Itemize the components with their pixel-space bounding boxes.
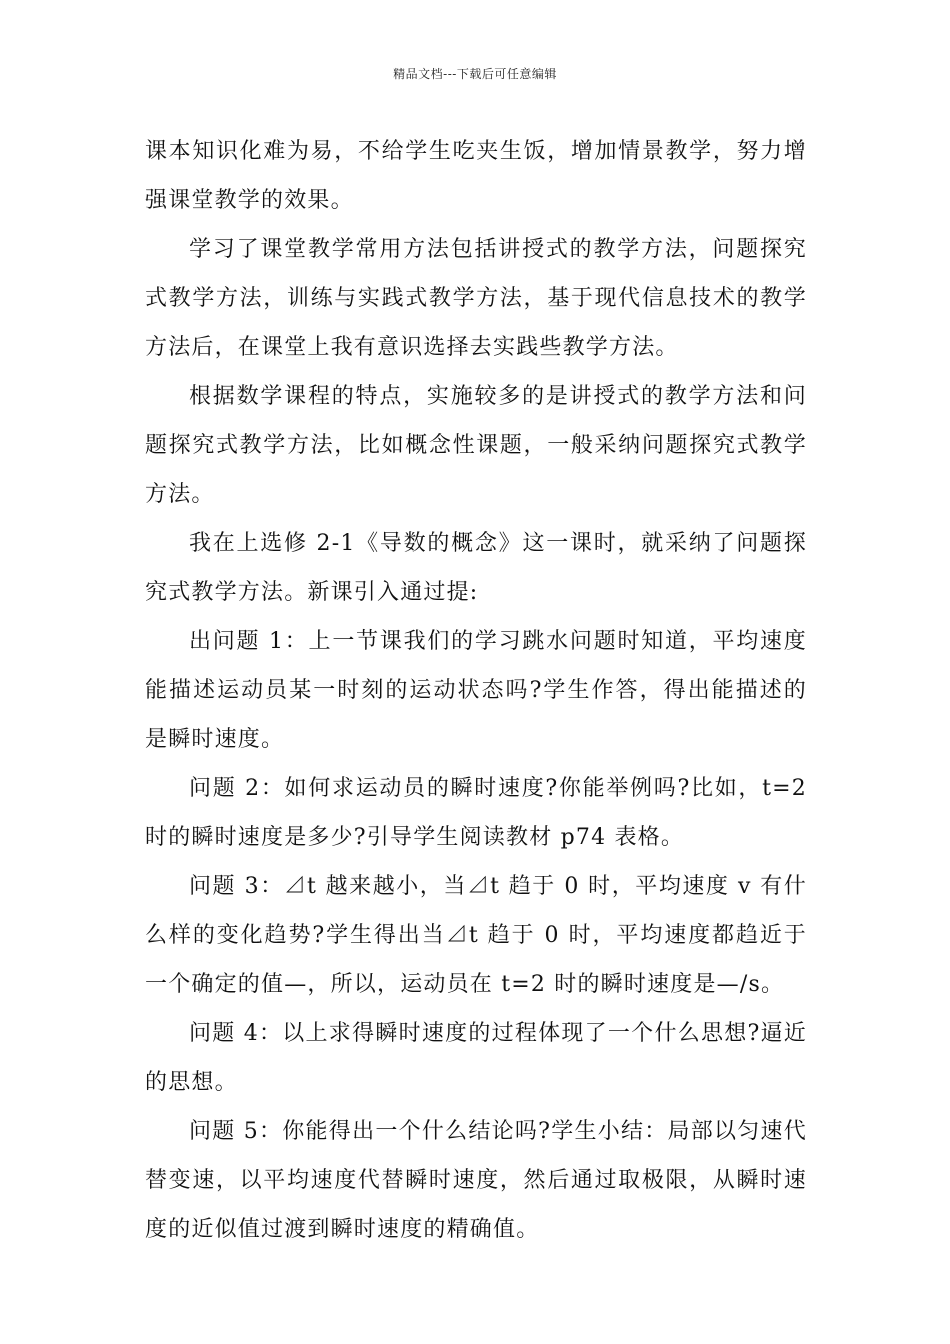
- paragraph-3: 根据数学课程的特点，实施较多的是讲授式的教学方法和问题探究式教学方法，比如概念性课题，一般采纳问题探究式教学方法。: [145, 384, 807, 507]
- paragraph-6: 问题 2：如何求运动员的瞬时速度?你能举例吗?比如，t=2 时的瞬时速度是多少?引导学生阅读教材 p74 表格。: [145, 776, 807, 850]
- paragraph-9: 问题 5：你能得出一个什么结论吗?学生小结：局部以匀速代替变速，以平均速度代替瞬时速度，然后通过取极限，从瞬时速度的近似值过渡到瞬时速度的精确值。: [145, 1119, 807, 1242]
- paragraph-2: 学习了课堂教学常用方法包括讲授式的教学方法，问题探究式教学方法，训练与实践式教学方法，基于现代信息技术的教学方法后，在课堂上我有意识选择去实践些教学方法。: [145, 237, 807, 360]
- paragraph-8: 问题 4：以上求得瞬时速度的过程体现了一个什么思想?逼近的思想。: [145, 1021, 807, 1095]
- paragraph-4: 我在上选修 2-1《导数的概念》这一课时，就采纳了问题探究式教学方法。新课引入通过提:: [145, 531, 807, 605]
- page-header: 精品文档---下载后可任意编辑: [393, 67, 557, 81]
- document-body: [145, 127, 807, 1254]
- paragraph-5: 出问题 1：上一节课我们的学习跳水问题时知道，平均速度能描述运动员某一时刻的运动状态吗?学生作答，得出能描述的是瞬时速度。: [145, 629, 807, 752]
- paragraph-7: 问题 3：⊿t 越来越小，当⊿t 趋于 0 时，平均速度 v 有什么样的变化趋势?学生得出当⊿t 趋于 0 时，平均速度都趋近于一个确定的值—，所以，运动员在 t=2 时的瞬时速度是—/s。: [145, 874, 807, 997]
- paragraph-1: 课本知识化难为易，不给学生吃夹生饭，增加情景教学，努力增强课堂教学的效果。: [145, 139, 807, 213]
